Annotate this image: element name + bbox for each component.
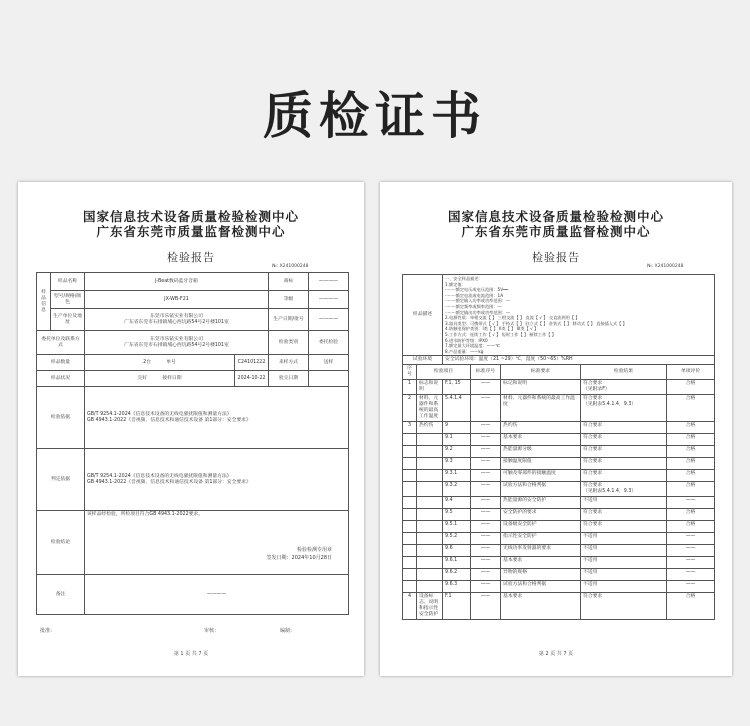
cell-no — [403, 509, 417, 521]
cell-no — [403, 482, 417, 497]
cell-eval: 合格 — [667, 380, 715, 395]
sample-desc-line: 1.额定值： — [445, 281, 466, 287]
cell-req: 基本要求 — [501, 557, 581, 569]
sample-desc-line: 8.产品重量：——kg — [445, 348, 484, 354]
report-title: 检验报告 — [532, 251, 580, 264]
cell-no — [403, 521, 417, 533]
cell-eval: 合格 — [667, 470, 715, 482]
cell-clause: 9.6 — [443, 545, 471, 557]
cell-no — [403, 581, 417, 593]
status-cell — [85, 371, 235, 387]
cell-eval: 合格 — [667, 395, 715, 422]
seal-text: 检验检测专用章 — [296, 547, 332, 553]
sn-label: 单号 — [166, 359, 176, 365]
report-summary-table — [36, 272, 349, 615]
cell-clause: 9.4 — [443, 497, 471, 509]
producer-name: 东莞市乐铱实业有限公司 — [150, 313, 203, 319]
prod-date-value: ———— — [309, 309, 349, 331]
table-row — [403, 545, 715, 557]
cell-no — [403, 569, 417, 581]
sample-desc-line: 6.进水防护等级：IPX0 — [445, 337, 488, 343]
cell-name — [417, 581, 443, 593]
cell-name — [417, 569, 443, 581]
org-name-1: 国家信息技术设备质量检验检测中心 — [82, 209, 299, 224]
org-name-2: 广东省东莞市质量监督检测中心 — [96, 224, 286, 239]
col-header-result: 检验结果 — [581, 365, 667, 380]
sample-name-label: 样品名称 — [51, 273, 85, 291]
col-header-req: 标准要求 — [501, 365, 581, 380]
cell-eval: 合格 — [667, 446, 715, 458]
page-number-1: 第 1 页 共 7 页 — [173, 651, 209, 657]
cell-std: —— — [471, 458, 501, 470]
producer-label: 生产单位及地址 — [51, 309, 85, 331]
recv-value: 2024-10-22 — [235, 371, 269, 387]
grade-value: ———— — [309, 291, 349, 309]
sampling-label: 来样方式 — [269, 355, 309, 371]
table-row — [403, 497, 715, 509]
cell-eval: 合格 — [667, 509, 715, 521]
cell-eval: 合格 — [667, 422, 715, 434]
table-row — [403, 533, 715, 545]
table-row — [403, 557, 715, 569]
cell-clause: 9.5.2 — [443, 533, 471, 545]
model-value: JX-WB-F21 — [85, 291, 269, 309]
cell-no — [403, 497, 417, 509]
cell-no: 4 — [403, 593, 417, 620]
cell-req: 试验方法和合格判据 — [501, 482, 581, 497]
status-label: 样品状况 — [37, 371, 85, 387]
cell-name — [417, 533, 443, 545]
review-label: 审核： — [204, 628, 220, 634]
basis-cell — [85, 387, 349, 449]
cell-clause: 9.6.1 — [443, 557, 471, 569]
conclusion-text: 该样品经检验，所检项目符合GB 4943.1-2022要求。 — [87, 512, 204, 517]
producer-address: 广东省东莞市石排镇埔心西坑路54号2号楼101室 — [124, 319, 229, 325]
judge-line-2: GB 4943.1-2022《音视频、信息技术和通信技术设备 第1部分：安全要求》 — [87, 479, 251, 485]
judge-label: 判定依据 — [37, 449, 85, 511]
cell-clause: 9.1 — [443, 434, 471, 446]
test-type-value: 委托检验 — [309, 331, 349, 355]
cell-res: 不适用 — [581, 497, 667, 509]
table-row — [403, 446, 715, 458]
approve-label: 批准： — [40, 628, 56, 634]
cell-req: 热能量源的安全防护 — [501, 497, 581, 509]
sample-info-label: 样品信息 — [37, 273, 51, 331]
report-number: №: X241000248 — [647, 264, 684, 269]
cell-no: 1 — [403, 380, 417, 395]
cell-clause: 9.3.2 — [443, 482, 471, 497]
cell-no: 3 — [403, 422, 417, 434]
finish-value — [309, 371, 349, 387]
cell-req: 基本要求 — [501, 434, 581, 446]
table-row — [403, 470, 715, 482]
table-row — [403, 380, 715, 395]
cell-clause: 9.3.1 — [443, 470, 471, 482]
cell-no — [403, 470, 417, 482]
cell-req: 设备级安全防护 — [501, 521, 581, 533]
cell-no — [403, 557, 417, 569]
table-row — [403, 569, 715, 581]
trademark-label: 商标 — [269, 273, 309, 291]
table-row — [403, 509, 715, 521]
producer-cell — [85, 309, 269, 331]
report-page-2 — [380, 182, 732, 676]
sample-desc-line: 4.防触电保护类别：I类【 】 II类【 】 III类【 √ 】 — [445, 326, 539, 332]
cell-name: 设备标志、说明和指示性安全防护 — [417, 593, 443, 620]
cell-res: 符合要求 — [581, 593, 667, 620]
test-items-table — [402, 274, 715, 620]
env-value: 安全试验环境：温度（21 ~29）℃，湿度（50~65）%RH — [443, 356, 715, 365]
sample-desc-line: ········额定输出功率或功率范围：— — [445, 309, 511, 315]
cell-eval: 合格 — [667, 482, 715, 497]
grade-label: 等级 — [269, 291, 309, 309]
client-cell — [85, 331, 269, 355]
cell-name — [417, 446, 443, 458]
cell-clause: 9.2 — [443, 446, 471, 458]
org-name-1: 国家信息技术设备质量检验检测中心 — [447, 209, 664, 224]
cell-eval: 合格 — [667, 521, 715, 533]
cell-eval: 合格 — [667, 593, 715, 620]
sn-value: C24101222 — [235, 355, 269, 371]
cell-clause: F.1 — [443, 593, 471, 620]
edit-label: 编制： — [280, 628, 296, 634]
cell-clause: 9.5.1 — [443, 521, 471, 533]
cell-res: 不适用 — [581, 581, 667, 593]
model-label: 型号/规格/颜色 — [51, 291, 85, 309]
finish-label: 验完日期 — [269, 371, 309, 387]
sample-desc-line: 5.工作方式：连续工作【 √ 】 短时工作【 】 断续工作【 】 — [445, 331, 556, 337]
cell-clause: 9.5 — [443, 509, 471, 521]
cell-clause: 9.6.3 — [443, 581, 471, 593]
sample-desc-line: ········额定输入功率或功率范围：— — [445, 298, 511, 304]
cell-std: —— — [471, 593, 501, 620]
table-row — [403, 395, 715, 422]
table-row — [403, 581, 715, 593]
cell-eval: 合格 — [667, 458, 715, 470]
cell-res: 符合要求 — [581, 422, 667, 434]
cell-eval: —— — [667, 581, 715, 593]
cell-std: —— — [471, 446, 501, 458]
table-header-row — [403, 365, 715, 380]
cell-req: 标记和说明 — [501, 380, 581, 395]
cell-std: —— — [471, 434, 501, 446]
cell-res: 符合要求 （见附表5.4.1.4，9.3） — [581, 482, 667, 497]
cell-std: —— — [471, 509, 501, 521]
conclusion-label: 检验结论 — [37, 511, 85, 575]
cell-res: 不适用 — [581, 545, 667, 557]
cell-req: 指示性安全防护 — [501, 533, 581, 545]
cell-req: 异物的规格 — [501, 569, 581, 581]
col-header-eval: 单项评价 — [667, 365, 715, 380]
cell-no — [403, 446, 417, 458]
cell-name — [417, 470, 443, 482]
cell-req: 热能量源分级 — [501, 446, 581, 458]
cell-eval: —— — [667, 557, 715, 569]
sample-desc-line: 7.额定最大环境温度：——℃ — [445, 343, 500, 349]
table-row — [403, 422, 715, 434]
report-page-1 — [18, 182, 364, 676]
cell-clause: 9.6.2 — [443, 569, 471, 581]
cell-req: 基本要求 — [501, 593, 581, 620]
cell-std: —— — [471, 482, 501, 497]
page-title: 质检证书 — [263, 87, 487, 145]
conclusion-cell — [85, 511, 349, 575]
cell-eval: —— — [667, 497, 715, 509]
cell-res: 符合要求 — [581, 458, 667, 470]
recv-label: 接样日期 — [162, 375, 182, 381]
cell-res: 不适用 — [581, 569, 667, 581]
cell-res: 不适用 — [581, 557, 667, 569]
cell-std: —— — [471, 533, 501, 545]
cell-req: 可触及零部件的接触温度 — [501, 470, 581, 482]
judge-line-1: GB/T 9254.1-2024《信息技术设备的无线电骚扰限值和测量方法》 — [87, 473, 232, 479]
table-row — [403, 458, 715, 470]
qty-label: 样品数量 — [37, 355, 85, 371]
status-value: 完好 — [137, 375, 148, 381]
org-name-2: 广东省东莞市质量监督检测中心 — [461, 224, 651, 239]
cell-name — [417, 458, 443, 470]
client-label: 委托单位及联系方式 — [37, 331, 85, 355]
client-name: 东莞市乐铱实业有限公司 — [150, 336, 203, 342]
cell-eval: —— — [667, 545, 715, 557]
cell-std: —— — [471, 497, 501, 509]
cell-no — [403, 545, 417, 557]
sample-desc-line: 3.器具类型：可携带式【 √ 】 手持式【 】 驻立式【 】 驻装式【 】 移动式【 】 直接插入式【 】 — [445, 320, 627, 326]
cell-eval: 合格 — [667, 434, 715, 446]
sample-desc-label: 样品描述 — [403, 275, 443, 356]
cell-eval: —— — [667, 569, 715, 581]
client-address: 广东省东莞市石排镇埔心西坑路54号2号楼101室 — [124, 342, 229, 348]
cell-std: —— — [471, 581, 501, 593]
test-type-label: 检验类别 — [269, 331, 309, 355]
remark-value: ———— — [85, 575, 349, 615]
cell-std: —— — [471, 380, 501, 395]
col-header-no: 序号 — [403, 365, 417, 380]
cell-name — [417, 557, 443, 569]
cell-clause: 9 — [443, 422, 471, 434]
report-title: 检验报告 — [167, 251, 215, 264]
sample-desc-line: 一、安全样品描述： — [445, 276, 483, 281]
cell-req: 试验方法和合格判据 — [501, 581, 581, 593]
basis-line-1: GB/T 9254.1-2024《信息技术设备的无线电骚扰限值和测量方法》 — [87, 411, 232, 417]
cell-std: —— — [471, 569, 501, 581]
cell-name — [417, 497, 443, 509]
cell-res: 符合要求 — [581, 509, 667, 521]
cell-name — [417, 521, 443, 533]
remark-label: 备注 — [37, 575, 85, 615]
basis-line-2: GB 4943.1-2022《音视频、信息技术和通信技术设备 第1部分：安全要求》 — [87, 417, 251, 423]
cell-no: 2 — [403, 395, 417, 422]
sample-desc-line: ········额定电压或电压范围：5V══ — [445, 287, 509, 293]
sampling-value: 送样 — [309, 355, 349, 371]
cell-req: 热灼伤 — [501, 422, 581, 434]
cell-res: 不适用 — [581, 533, 667, 545]
col-header-std: 标准序号 — [471, 365, 501, 380]
cell-clause: F.1, 15 — [443, 380, 471, 395]
cell-name: 热灼伤 — [417, 422, 443, 434]
cell-name — [417, 482, 443, 497]
cell-std: —— — [471, 422, 501, 434]
prod-date-label: 生产日期/批号 — [269, 309, 309, 331]
cell-std: —— — [471, 395, 501, 422]
basis-label: 检验依据 — [37, 387, 85, 449]
table-row — [403, 482, 715, 497]
cell-name — [417, 545, 443, 557]
table-row — [403, 593, 715, 620]
cell-req: 安全防护的要求 — [501, 509, 581, 521]
cell-name — [417, 434, 443, 446]
cell-res: 符合要求 （见附表5.4.1.4，9.3） — [581, 395, 667, 422]
sample-desc-line: ········额定频率或频率范围：— — [445, 303, 502, 309]
qty-value: 2台 — [143, 359, 151, 365]
sample-desc-line: 2.电源性质：单相交流【 】 三相交流【 】 直流【 √ 】 交直流两用【 】 — [445, 315, 580, 321]
cell-std: —— — [471, 545, 501, 557]
sample-desc-line: ········额定电流或电流范围：1A — [445, 292, 504, 298]
table-row — [403, 434, 715, 446]
cell-res: 符合要求 — [581, 470, 667, 482]
trademark-value: ———— — [309, 273, 349, 291]
cell-name — [417, 509, 443, 521]
cell-clause: 5.4.1.4 — [443, 395, 471, 422]
sample-desc-cell — [443, 275, 715, 356]
page-number-2: 第 2 页 共 7 页 — [538, 651, 574, 657]
qty-cell — [85, 355, 235, 371]
cell-res: 符合要求 — [581, 434, 667, 446]
cell-req: 无线功率发射器的要求 — [501, 545, 581, 557]
cell-res: 符合要求 — [581, 521, 667, 533]
cell-std: —— — [471, 470, 501, 482]
report-number: №: X241000248 — [272, 264, 309, 269]
cell-res: 符合要求 （见附录F） — [581, 380, 667, 395]
cell-std: —— — [471, 521, 501, 533]
cell-req: 接触温度限值 — [501, 458, 581, 470]
sample-name: J-Beat数码蓝牙音箱 — [85, 273, 269, 291]
cell-no — [403, 533, 417, 545]
cell-name: 标志和说明 — [417, 380, 443, 395]
col-header-item: 检验项目 — [417, 365, 471, 380]
cell-no — [403, 434, 417, 446]
cell-req: 材料、元器件和系统的最高工作温度 — [501, 395, 581, 422]
table-row — [403, 521, 715, 533]
cell-res: 符合要求 — [581, 446, 667, 458]
env-label: 试验环境 — [403, 356, 443, 365]
cell-clause: 9.3 — [443, 458, 471, 470]
cell-eval: —— — [667, 533, 715, 545]
cell-no — [403, 458, 417, 470]
judge-cell — [85, 449, 349, 511]
sign-date: 签发日期：2024年10月28日 — [266, 555, 332, 561]
cell-name: 材料、元器件和系统的最高工作温度 — [417, 395, 443, 422]
cell-std: —— — [471, 557, 501, 569]
